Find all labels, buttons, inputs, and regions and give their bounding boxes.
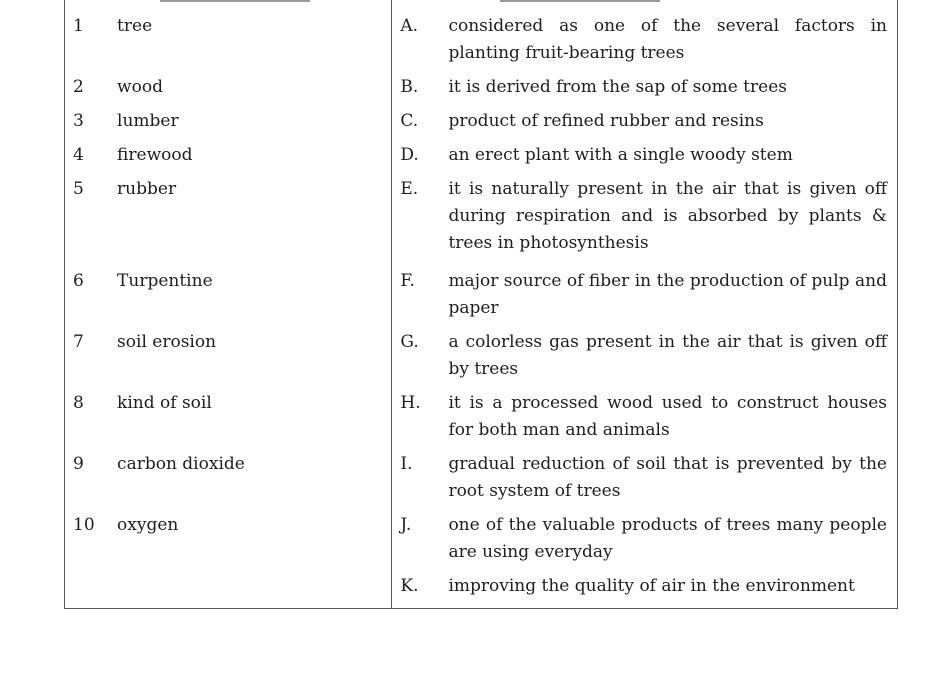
choice-definition: it is derived from the sap of some trees — [448, 77, 787, 97]
choice-letter: E. — [400, 179, 419, 199]
term-cell: soil erosion — [113, 325, 392, 386]
table-row — [65, 447, 898, 508]
choice-letter: G. — [400, 332, 419, 352]
term-cell: carbon dioxide — [113, 447, 392, 508]
choice-letter: I. — [400, 454, 413, 474]
choice-definition: considered as one of the several factors in planting fruit-bearing trees — [448, 16, 887, 63]
item-number: 2 — [73, 77, 84, 97]
item-number: 9 — [73, 454, 84, 474]
item-number: 5 — [73, 179, 84, 199]
term-cell — [113, 569, 392, 609]
item-number — [65, 569, 114, 609]
item-number: 8 — [73, 393, 84, 413]
table-row — [65, 0, 898, 70]
item-number: 3 — [73, 111, 84, 131]
table-row — [65, 70, 898, 104]
choice-letter: F. — [400, 271, 415, 291]
table-row — [65, 569, 898, 609]
term-cell: wood — [113, 70, 392, 104]
item-number: 7 — [73, 332, 84, 352]
term-cell: firewood — [113, 138, 392, 172]
table-row — [65, 172, 898, 264]
choice-definition: it is a processed wood used to construct houses for both man and animals — [448, 393, 887, 440]
term-cell: lumber — [113, 104, 392, 138]
choice-letter: D. — [400, 145, 419, 165]
table-row — [65, 325, 898, 386]
item-number: 10 — [73, 515, 95, 535]
term-cell: Turpentine — [113, 264, 392, 325]
term-cell: rubber — [113, 172, 392, 264]
choice-definition: one of the valuable products of trees many people are using everyday — [448, 515, 887, 562]
choice-definition: a colorless gas present in the air that is given off by trees — [448, 332, 887, 379]
table-row — [65, 508, 898, 569]
table-row — [65, 138, 898, 172]
choice-definition: an erect plant with a single woody stem — [448, 145, 793, 165]
item-number: 1 — [73, 16, 84, 36]
choice-letter: A. — [400, 16, 419, 36]
item-number: 4 — [73, 145, 84, 165]
choice-definition: it is naturally present in the air that is given off during respiration and is absorbed by plants & trees in photosynthesis — [448, 179, 887, 253]
choice-letter: C. — [400, 111, 419, 131]
choice-letter: K. — [400, 576, 419, 596]
choice-letter: B. — [400, 77, 419, 97]
choice-definition: improving the quality of air in the environment — [448, 576, 855, 596]
choice-definition: major source of fiber in the production of pulp and paper — [448, 271, 887, 318]
term-cell: oxygen — [113, 508, 392, 569]
term-cell: kind of soil — [113, 386, 392, 447]
choice-definition: gradual reduction of soil that is prevented by the root system of trees — [448, 454, 887, 501]
matching-type-table — [64, 0, 898, 609]
choice-letter: J. — [400, 515, 412, 535]
table-row — [65, 104, 898, 138]
choice-letter: H. — [400, 393, 421, 413]
term-cell: tree — [113, 0, 392, 70]
table-row — [65, 264, 898, 325]
item-number: 6 — [73, 271, 84, 291]
choice-definition: product of refined rubber and resins — [448, 111, 764, 131]
table-row — [65, 386, 898, 447]
